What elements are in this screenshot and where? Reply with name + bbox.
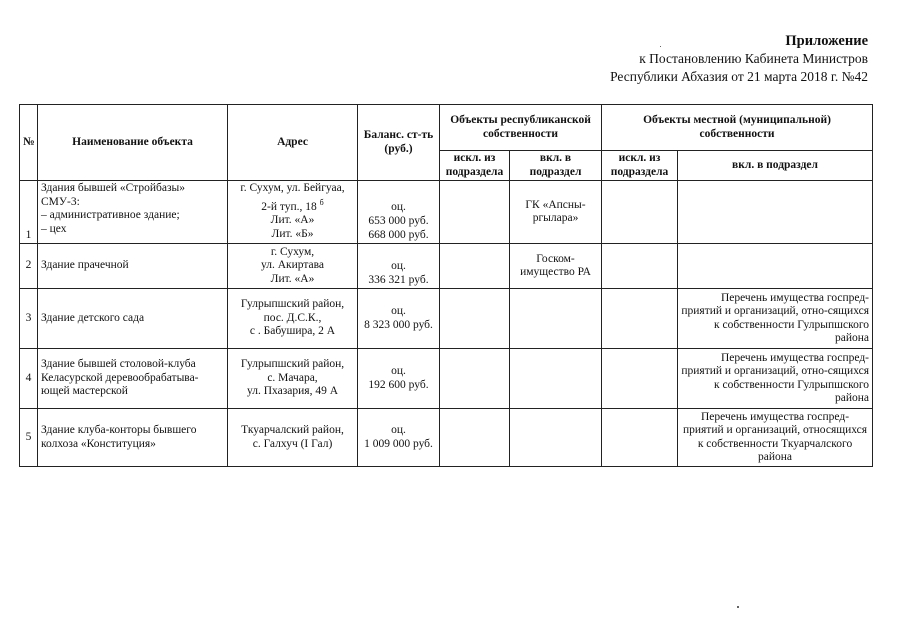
row-rep-incl: ГК «Апсны-ргылара»	[510, 181, 602, 244]
row-mun-excl	[602, 409, 678, 467]
row-address: Гулрыпшский район, с. Мачара, ул. Пхазария, 49 А	[228, 349, 358, 409]
row-rep-excl	[440, 289, 510, 349]
col-mun-group: Объекты местной (муниципальной) собственности	[602, 105, 873, 151]
table-row	[20, 349, 873, 409]
row-num: 1	[20, 181, 38, 244]
row-num: 5	[20, 409, 38, 467]
row-address: г. Сухум, ул. Акиртава Лит. «А»	[228, 244, 358, 289]
col-name: Наименование объекта	[38, 105, 228, 181]
col-rep-excl: искл. из подраздела	[440, 151, 510, 181]
col-address: Адрес	[228, 105, 358, 181]
row-mun-incl	[678, 244, 873, 289]
scan-dot	[737, 606, 739, 608]
row-balance: оц. 336 321 руб.	[358, 244, 440, 289]
row-rep-excl	[440, 409, 510, 467]
table-row	[20, 181, 873, 244]
row-balance: оц. 192 600 руб.	[358, 349, 440, 409]
row-rep-excl	[440, 349, 510, 409]
row-rep-incl	[510, 289, 602, 349]
header-line-1: к Постановлению Кабинета Министров	[639, 51, 868, 66]
header-line-2: Республики Абхазия от 21 марта 2018 г. №42	[610, 69, 868, 84]
property-table	[19, 104, 873, 467]
table-row	[20, 289, 873, 349]
row-mun-excl	[602, 244, 678, 289]
row-mun-excl	[602, 181, 678, 244]
row-mun-excl	[602, 289, 678, 349]
scan-speck	[660, 46, 661, 47]
row-num: 3	[20, 289, 38, 349]
row-address: Ткуарчалский район, с. Галхуч (I Гал)	[228, 409, 358, 467]
row-mun-incl: Перечень имущества госпред-приятий и организаций, отно-сящихся к собственности Гулрыпшского района	[678, 289, 873, 349]
row-rep-excl	[440, 181, 510, 244]
row-name: Здание прачечной	[38, 244, 228, 289]
row-balance: оц. 653 000 руб. 668 000 руб.	[358, 181, 440, 244]
col-balance: Баланс. ст-ть (руб.)	[358, 105, 440, 181]
row-address: г. Сухум, ул. Бейгуаа, 2-й туп., 18 $^б$ Лит. «А» Лит. «Б»	[228, 181, 358, 244]
row-mun-incl: Перечень имущества госпред-приятий и организаций, относящихся к собственности Ткуарчалского района	[678, 409, 873, 467]
document-header	[610, 32, 868, 86]
row-mun-incl	[678, 181, 873, 244]
row-rep-incl: Госком-имущество РА	[510, 244, 602, 289]
table-row	[20, 244, 873, 289]
row-mun-incl: Перечень имущества госпред-приятий и организаций, отно-сящихся к собственности Гулрыпшского района	[678, 349, 873, 409]
table-row	[20, 409, 873, 467]
col-rep-incl: вкл. в подраздел	[510, 151, 602, 181]
row-rep-incl	[510, 349, 602, 409]
col-rep-group: Объекты республиканской собственности	[440, 105, 602, 151]
row-num: 2	[20, 244, 38, 289]
row-rep-incl	[510, 409, 602, 467]
col-num: №	[20, 105, 38, 181]
row-balance: оц. 1 009 000 руб.	[358, 409, 440, 467]
row-balance: оц. 8 323 000 руб.	[358, 289, 440, 349]
row-name: Здание детского сада	[38, 289, 228, 349]
appendix-title: Приложение	[785, 33, 868, 49]
row-address: Гулрыпшский район, пос. Д.С.К., с . Бабушира, 2 А	[228, 289, 358, 349]
row-num: 4	[20, 349, 38, 409]
row-name: Здание бывшей столовой-клуба Келасурской деревообрабатыва-ющей мастерской	[38, 349, 228, 409]
row-mun-excl	[602, 349, 678, 409]
col-mun-incl: вкл. в подраздел	[678, 151, 873, 181]
row-name: Здания бывшей «Стройбазы» СМУ-3: – административное здание; – цех	[38, 181, 228, 244]
col-mun-excl: искл. из подраздела	[602, 151, 678, 181]
row-name: Здание клуба-конторы бывшего колхоза «Конституция»	[38, 409, 228, 467]
row-rep-excl	[440, 244, 510, 289]
